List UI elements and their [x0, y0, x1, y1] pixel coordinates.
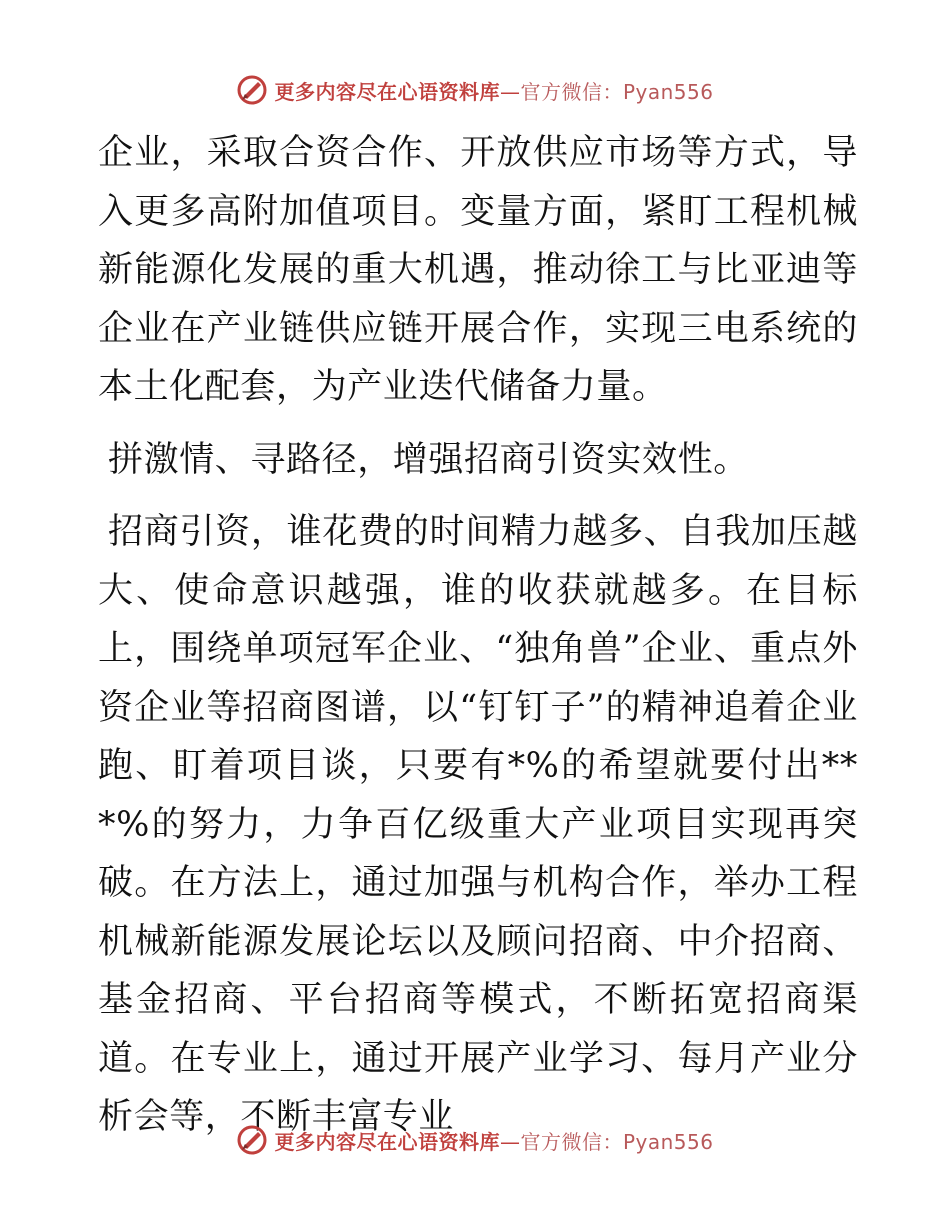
paragraph-1: 企业，采取合资合作、开放供应市场等方式，导入更多高附加值项目。变量方面，紧盯工程机械新能源化发展的重大机遇，推动徐工与比亚迪等企业在产业链供应链开展合作，实现三电系统的本土化配套，为产业迭代储备力量。: [98, 133, 858, 407]
footer-banner: [0, 1120, 950, 1160]
paragraph-2-heading: 拼激情、寻路径，增强招商引资实效性。: [108, 439, 749, 480]
footer-wechat-text: 官方微信：Pyan556: [520, 1129, 714, 1154]
header-separator: —: [499, 79, 521, 104]
brand-logo-icon: [236, 74, 268, 106]
paragraph-3: 招商引资，谁花费的时间精力越多、自我加压越大、使命意识越强，谁的收获就越多。在目标上，围绕单项冠军企业、“独角兽”企业、重点外资企业等招商图谱，以“钉钉子”的精神追着企业跑、盯着项目谈，只要有*%的希望就要付出***%的努力，力争百亿级重大产业项目实现再突破。在方法上，通过加强与机构合作，举办工程机械新能源发展论坛以及顾问招商、中介招商、基金招商、平台招商等模式，不断拓宽招商渠道。在专业上，通过开展产业学习、每月产业分析会等，不断丰富专业: [98, 512, 858, 1137]
footer-brand-logo-icon: [236, 1124, 268, 1156]
footer-library-text: 更多内容尽在心语资料库: [274, 1129, 500, 1154]
document-body: [98, 124, 858, 1147]
header-wechat-text: 官方微信：Pyan556: [520, 79, 714, 104]
footer-separator: —: [499, 1129, 521, 1154]
footer-banner-text: [274, 1126, 713, 1155]
header-banner-text: [274, 76, 713, 105]
header-library-text: 更多内容尽在心语资料库: [274, 79, 500, 104]
header-banner: [0, 70, 950, 110]
